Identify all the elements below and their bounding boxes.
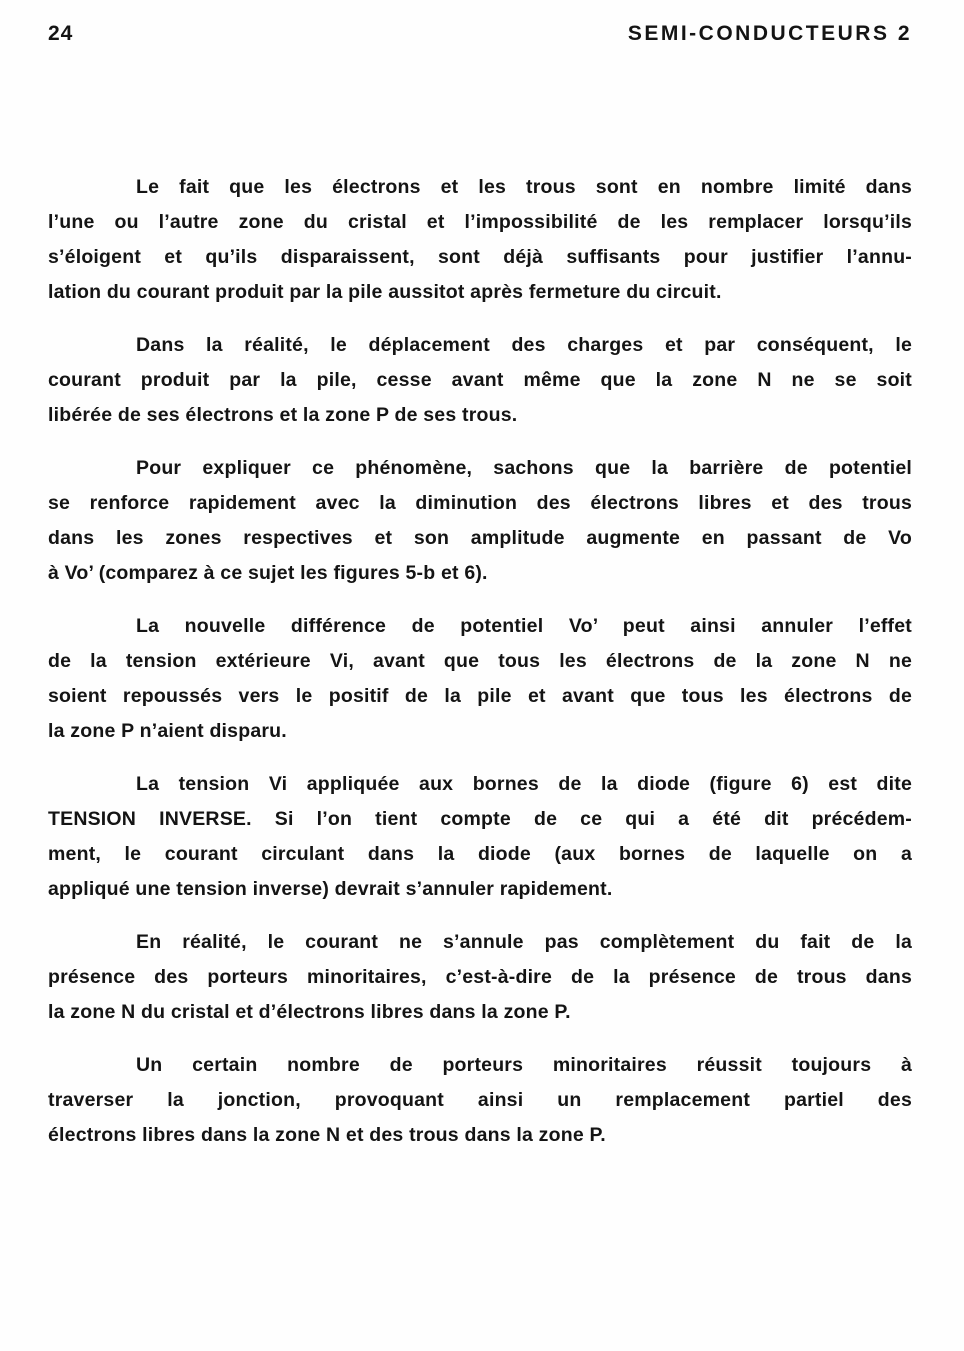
paragraph [48, 767, 912, 907]
paragraph [48, 1048, 912, 1153]
text-line: électrons libres dans la zone N et des trous dans la zone P. [48, 1124, 606, 1146]
text-line: se renforce rapidement avec la diminution des électrons libres et des trous [48, 492, 912, 514]
text-line: La tension Vi appliquée aux bornes de la diode (figure 6) est dite [136, 773, 912, 795]
text-line: En réalité, le courant ne s’annule pas complètement du fait de la [136, 931, 912, 953]
text-line: la zone N du cristal et d’électrons libres dans la zone P. [48, 1001, 571, 1023]
page-body [0, 170, 964, 1153]
paragraph [48, 925, 912, 1030]
text-line: l’une ou l’autre zone du cristal et l’impossibilité de les remplacer lorsqu’ils [48, 211, 912, 233]
text-line: la zone P n’aient disparu. [48, 720, 287, 742]
text-line: s’éloigent et qu’ils disparaissent, sont déjà suffisants pour justifier l’annu- [48, 246, 912, 268]
paragraph [48, 328, 912, 433]
text-line: soient repoussés vers le positif de la pile et avant que tous les électrons de [48, 685, 912, 707]
page-header [0, 0, 964, 46]
text-line: lation du courant produit par la pile aussitot après fermeture du circuit. [48, 281, 722, 303]
paragraph [48, 170, 912, 310]
paragraph [48, 451, 912, 591]
text-line: présence des porteurs minoritaires, c’est-à-dire de la présence de trous dans [48, 966, 912, 988]
text-line: courant produit par la pile, cesse avant même que la zone N ne se soit [48, 369, 912, 391]
text-line: dans les zones respectives et son amplitude augmente en passant de Vo [48, 527, 912, 549]
text-line: Dans la réalité, le déplacement des charges et par conséquent, le [136, 334, 912, 356]
text-line: à Vo’ (comparez à ce sujet les figures 5-b et 6). [48, 562, 488, 584]
text-line: de la tension extérieure Vi, avant que tous les électrons de la zone N ne [48, 650, 912, 672]
text-line: Un certain nombre de porteurs minoritaires réussit toujours à [136, 1054, 912, 1076]
running-title: SEMI-CONDUCTEURS 2 [627, 22, 912, 45]
page-number: 24 [48, 22, 74, 45]
text-line: libérée de ses électrons et la zone P de ses trous. [48, 404, 518, 426]
text-line: Pour expliquer ce phénomène, sachons que la barrière de potentiel [136, 457, 912, 479]
text-line: TENSION INVERSE. Si l’on tient compte de ce qui a été dit précédem- [48, 808, 912, 830]
text-line: traverser la jonction, provoquant ainsi un remplacement partiel des [48, 1089, 912, 1111]
text-line: La nouvelle différence de potentiel Vo’ peut ainsi annuler l’effet [136, 615, 912, 637]
text-line: Le fait que les électrons et les trous sont en nombre limité dans [136, 176, 912, 198]
text-line: ment, le courant circulant dans la diode (aux bornes de laquelle on a [48, 843, 912, 865]
paragraph [48, 609, 912, 749]
text-line: appliqué une tension inverse) devrait s’annuler rapidement. [48, 878, 613, 900]
